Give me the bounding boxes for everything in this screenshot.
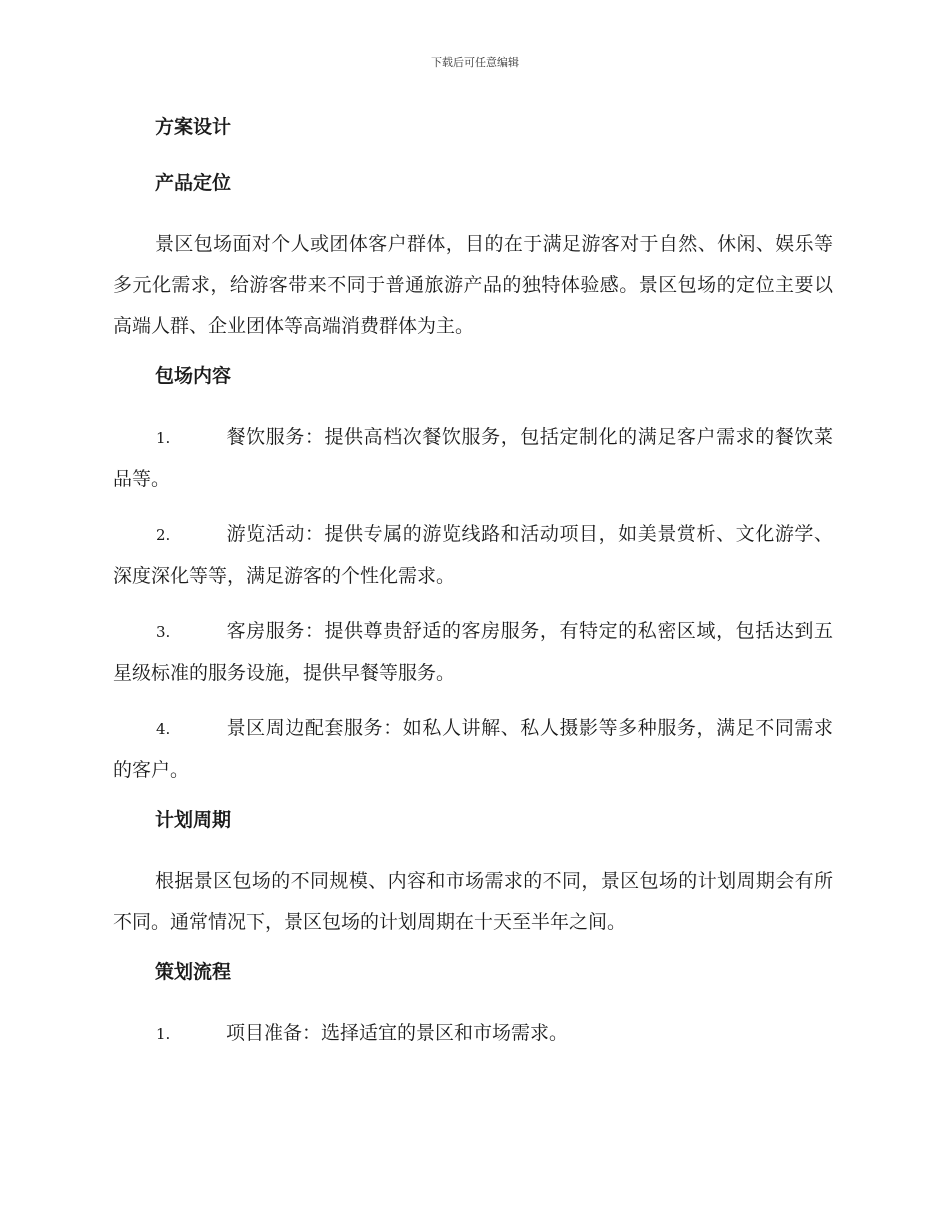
list-item: [113, 611, 833, 694]
list-number: 3.: [156, 623, 171, 641]
list-item: [113, 708, 833, 791]
heading-content: 包场内容: [155, 365, 232, 387]
paragraph-positioning: 景区包场面对个人或团体客户群体，目的在于满足游客对于自然、休闲、娱乐等多元化需求，给游客带来不同于普通旅游产品的独特体验感。景区包场的定位主要以高端人群、企业团体等高端消费群体为主。: [113, 233, 833, 337]
list-number: 1.: [156, 1025, 171, 1043]
list-text: 客房服务：提供尊贵舒适的客房服务，有特定的私密区域，包括达到五星级标准的服务设施，提供早餐等服务。: [113, 620, 833, 684]
list-text: 项目准备：选择适宜的景区和市场需求。: [226, 1022, 569, 1044]
page-header-note: 下载后可任意编辑: [431, 56, 519, 69]
list-number: 1.: [156, 429, 171, 447]
list-number: 2.: [156, 526, 171, 544]
list-text: 游览活动：提供专属的游览线路和活动项目，如美景赏析、文化游学、深度深化等等，满足游客的个性化需求。: [113, 523, 833, 587]
list-item: [113, 417, 833, 500]
paragraph-cycle: 根据景区包场的不同规模、内容和市场需求的不同，景区包场的计划周期会有所不同。通常情况下，景区包场的计划周期在十天至半年之间。: [113, 870, 833, 933]
section-title: 方案设计: [155, 116, 232, 138]
document-body: [113, 112, 833, 1069]
list-text: 景区周边配套服务：如私人讲解、私人摄影等多种服务，满足不同需求的客户。: [113, 717, 833, 781]
list-text: 餐饮服务：提供高档次餐饮服务，包括定制化的满足客户需求的餐饮菜品等。: [113, 426, 833, 490]
list-number: 4.: [156, 720, 171, 738]
heading-cycle: 计划周期: [155, 809, 232, 831]
heading-positioning: 产品定位: [155, 172, 232, 194]
list-item: [113, 514, 833, 597]
heading-process: 策划流程: [155, 961, 232, 983]
list-item: [113, 1013, 833, 1055]
